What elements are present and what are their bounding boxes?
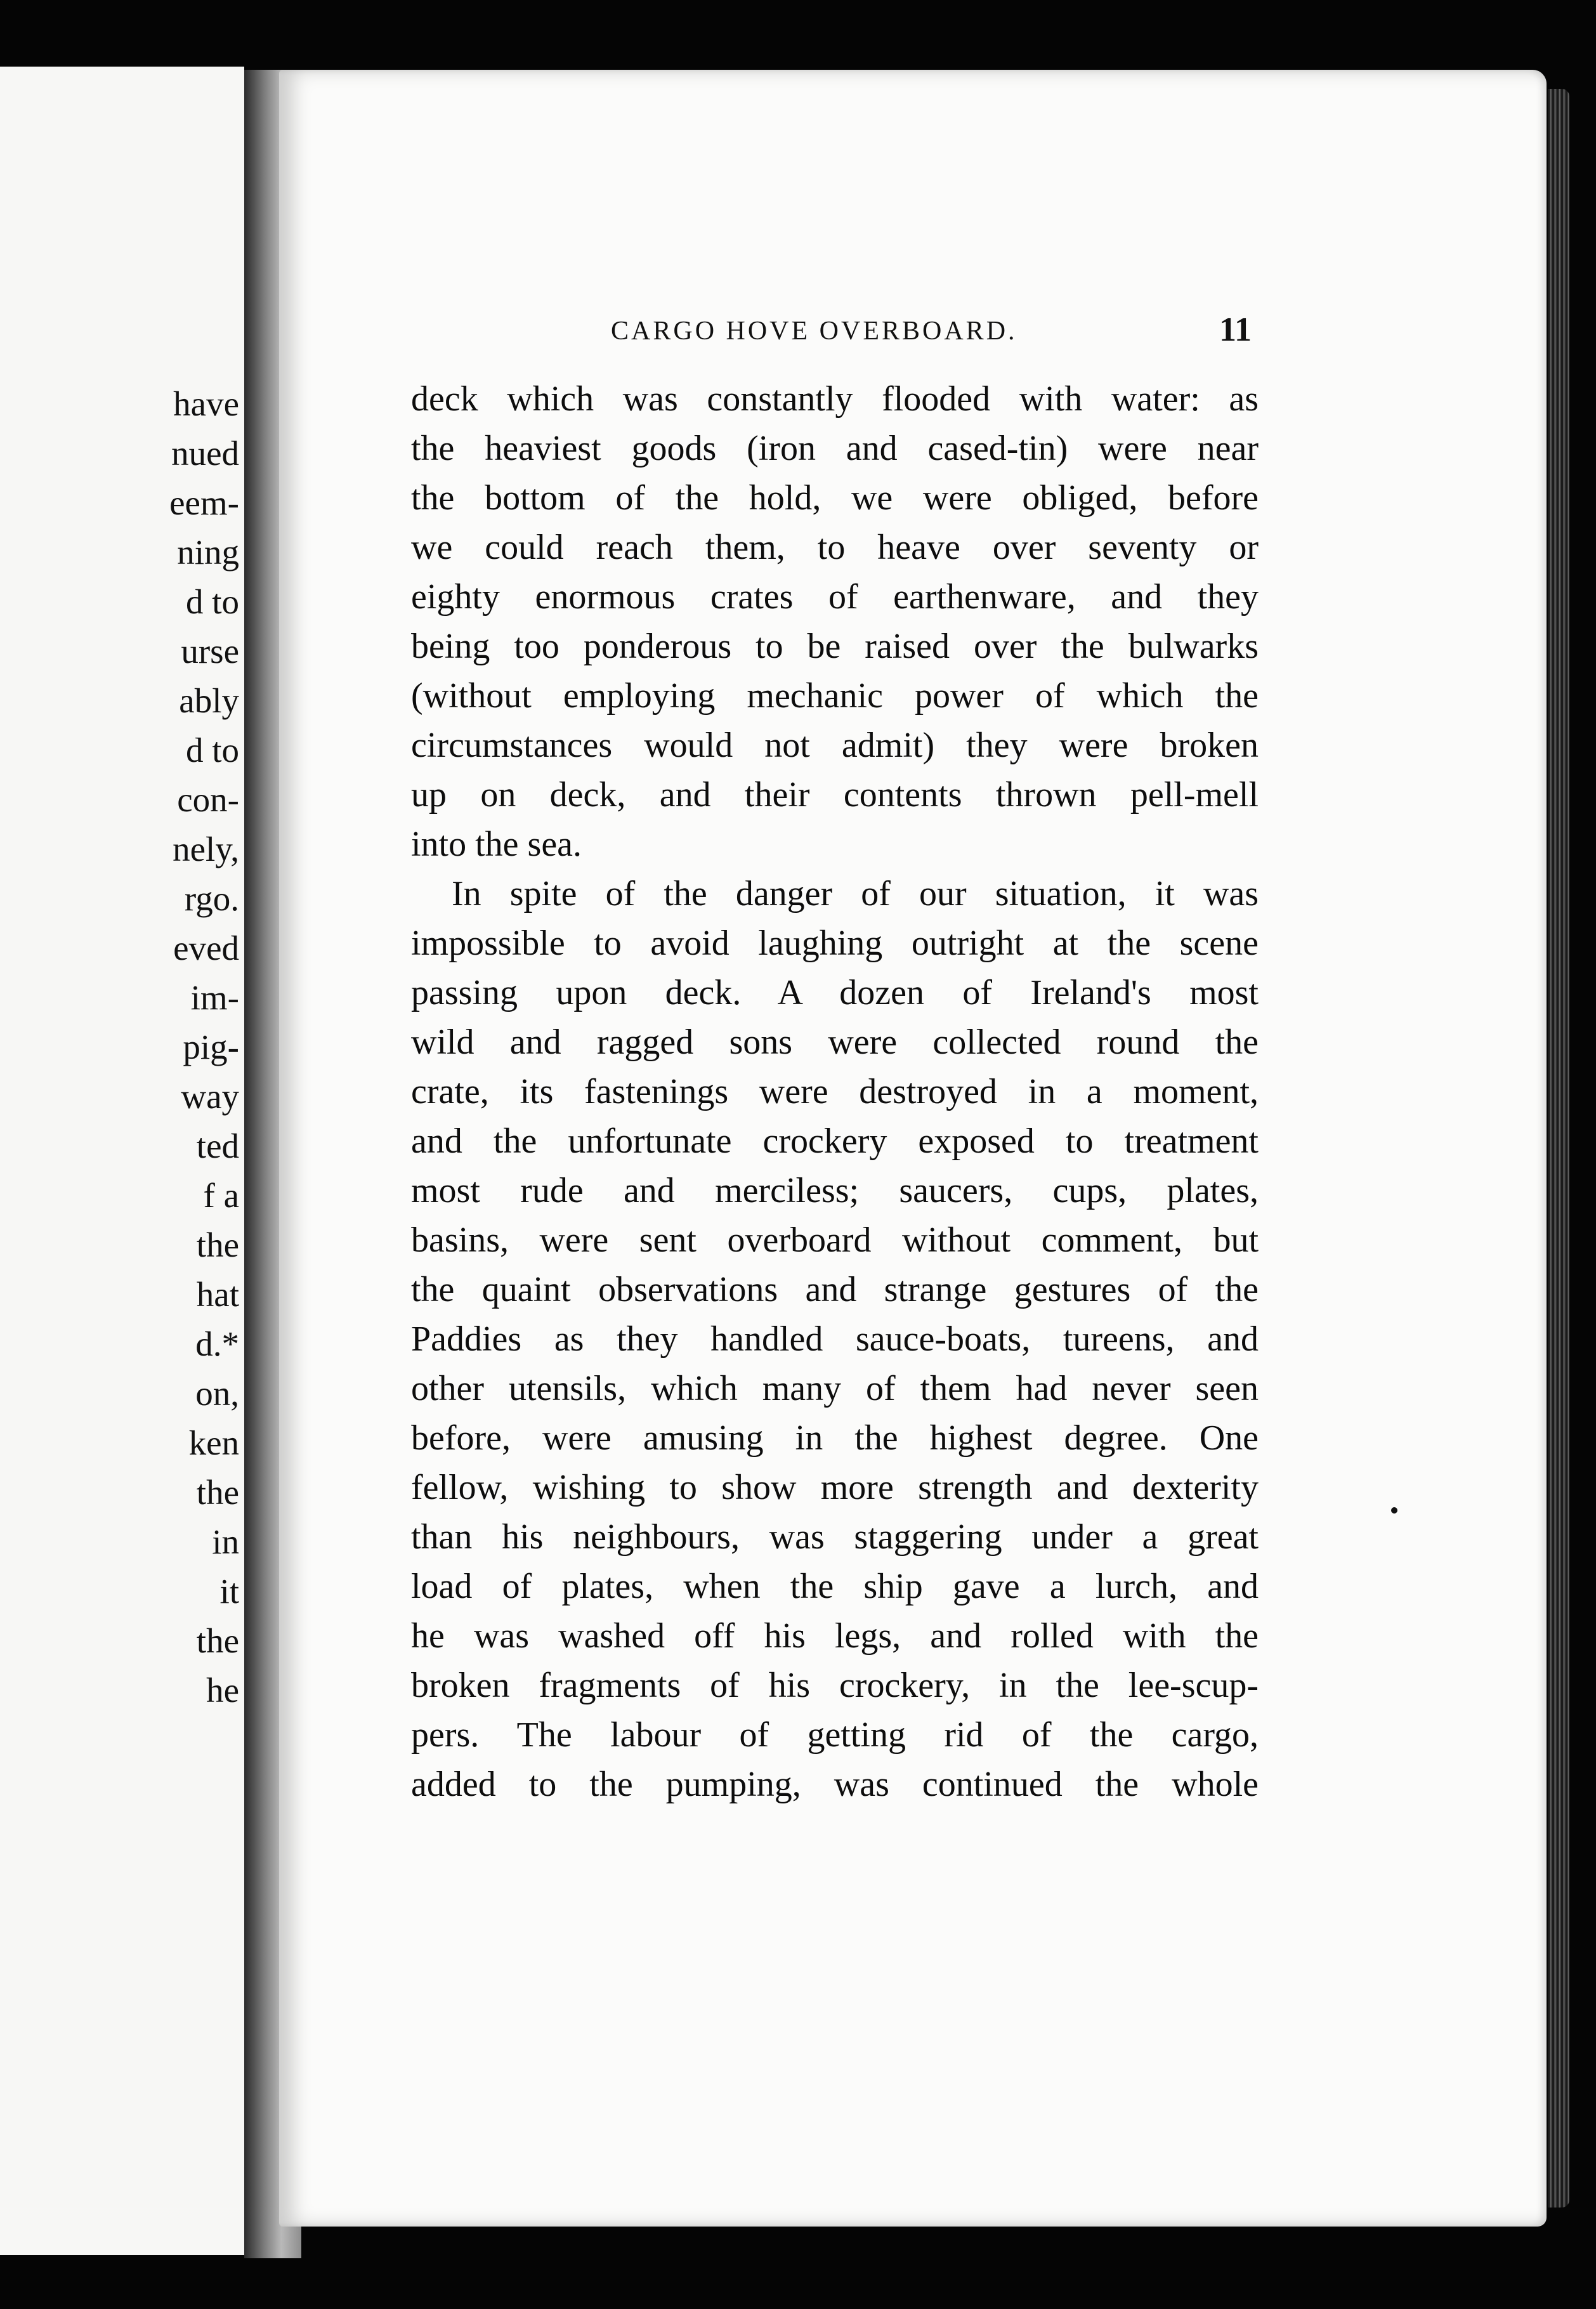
text-line: impossible to avoid laughing outright at the scene [411, 924, 1259, 963]
previous-page-line: the [196, 1226, 239, 1264]
text-line: being too ponderous to be raised over the bulwarks [411, 627, 1259, 666]
text-line: In spite of the danger of our situation, it was [452, 874, 1259, 913]
previous-page-line: f a [203, 1176, 239, 1215]
previous-page-line: eem- [169, 483, 239, 522]
text-line: other utensils, which many of them had never seen [411, 1369, 1259, 1408]
previous-page-line: d.* [195, 1325, 239, 1363]
text-line: eighty enormous crates of earthenware, and they [411, 577, 1259, 617]
previous-page-line: im- [190, 978, 239, 1017]
previous-page-line: way [181, 1077, 239, 1116]
previous-page-line: on, [195, 1374, 239, 1413]
page-body-text [411, 374, 1259, 1809]
previous-page-line: the [196, 1473, 239, 1512]
running-head [611, 310, 1252, 354]
previous-page-line: pig- [183, 1028, 239, 1066]
previous-page-line: ning [177, 533, 239, 572]
text-line: deck which was constantly flooded with water: as [411, 379, 1259, 419]
previous-page-line: d to [185, 582, 239, 621]
text-line: and the unfortunate crockery exposed to treatment [411, 1122, 1259, 1161]
previous-page-line: the [196, 1621, 239, 1660]
previous-page-line: urse [181, 632, 239, 670]
text-line: added to the pumping, was continued the whole [411, 1765, 1259, 1804]
running-title: CARGO HOVE OVERBOARD. [611, 317, 1017, 346]
page-number: 11 [1219, 310, 1252, 348]
text-line: wild and ragged sons were collected round the [411, 1023, 1259, 1062]
previous-page-line: it [219, 1572, 239, 1611]
text-line: he was washed off his legs, and rolled with the [411, 1616, 1259, 1656]
text-line: passing upon deck. A dozen of Ireland's most [411, 973, 1259, 1012]
text-line: broken fragments of his crockery, in the lee-scup- [411, 1666, 1259, 1705]
text-line: most rude and merciless; saucers, cups, plates, [411, 1171, 1259, 1210]
text-line: circumstances would not admit) they were broken [411, 726, 1259, 765]
previous-page [0, 67, 244, 2255]
previous-page-line: hat [196, 1275, 239, 1314]
previous-page-line: con- [177, 780, 239, 819]
text-line: basins, were sent overboard without comment, but [411, 1220, 1259, 1260]
text-line: pers. The labour of getting rid of the cargo, [411, 1715, 1259, 1755]
text-line: Paddies as they handled sauce-boats, tureens, and [411, 1319, 1259, 1359]
previous-page-line: have [173, 384, 239, 423]
ink-speck [1391, 1507, 1397, 1514]
previous-page-line: ken [188, 1423, 239, 1462]
text-line: (without employing mechanic power of which the [411, 676, 1259, 716]
text-line: we could reach them, to heave over seventy or [411, 528, 1259, 567]
previous-page-line: ted [196, 1127, 239, 1165]
text-line: crate, its fastenings were destroyed in a moment, [411, 1072, 1259, 1111]
previous-page-line: ably [179, 681, 239, 720]
text-line: before, were amusing in the highest degree. One [411, 1418, 1259, 1458]
previous-page-line: in [212, 1522, 239, 1561]
text-line: fellow, wishing to show more strength and dexterity [411, 1468, 1259, 1507]
page-stack-edge [1548, 89, 1569, 2208]
previous-page-text [54, 379, 244, 1715]
text-line: the heaviest goods (iron and cased-tin) were near [411, 429, 1259, 468]
previous-page-line: eved [173, 929, 239, 967]
previous-page-line: he [206, 1671, 239, 1710]
text-line: the quaint observations and strange gestures of the [411, 1270, 1259, 1309]
text-line: up on deck, and their contents thrown pell-mell [411, 775, 1259, 814]
text-line: the bottom of the hold, we were obliged, before [411, 478, 1259, 518]
previous-page-line: nued [171, 434, 239, 473]
previous-page-line: nely, [173, 830, 239, 868]
text-line: load of plates, when the ship gave a lurch, and [411, 1567, 1259, 1606]
text-line: than his neighbours, was staggering under a great [411, 1517, 1259, 1557]
previous-page-line: rgo. [184, 879, 239, 918]
previous-page-line: d to [185, 731, 239, 769]
text-line: into the sea. [411, 825, 582, 864]
